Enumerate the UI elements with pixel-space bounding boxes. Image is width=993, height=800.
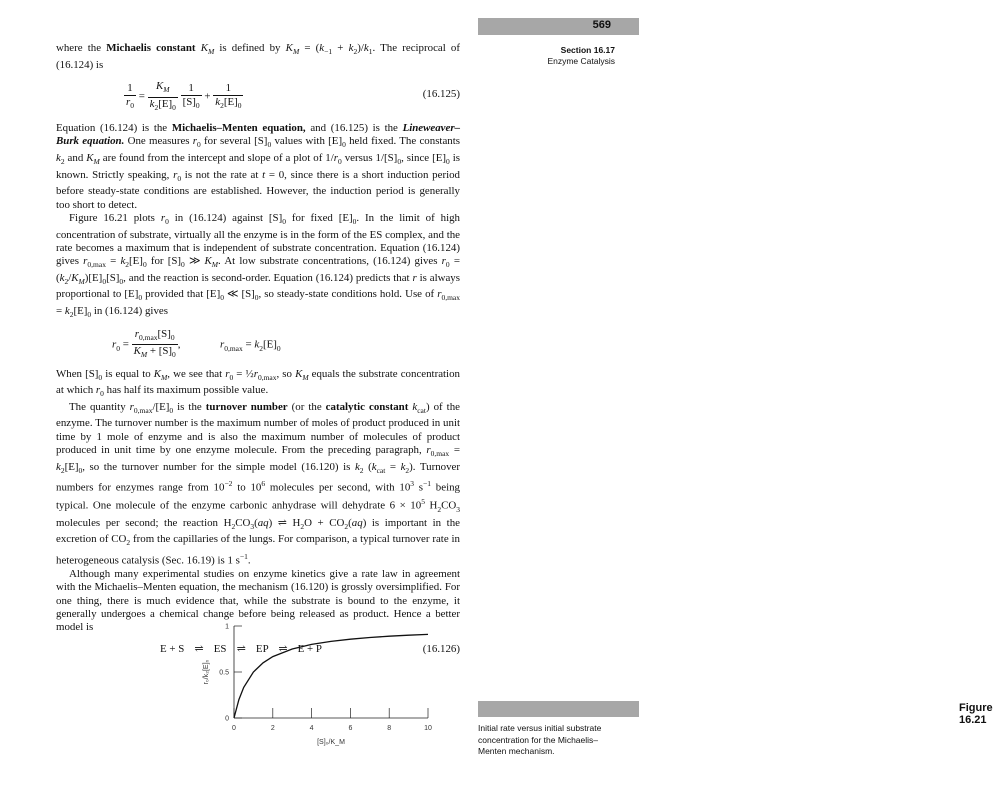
michaelis-menten-chart (196, 614, 440, 750)
y-tick-label: 1 (225, 623, 229, 631)
equation-rmax: $r_0$ = $\frac{r_{0,max}[S]_0}{K_M + [S]_0}$ , $r_{0,max} = k_2[E]_0$ (112, 327, 281, 360)
x-axis-label: [S]₀/K_M (317, 739, 345, 746)
x-tick-label: 2 (270, 725, 275, 732)
paragraph: where the Michaelis constant $K_M$ is defined by $K_M = (k_{-1} + k_2)/k_1$. The reciprocal of (16.124) is (56, 42, 461, 71)
page-header-bar (478, 18, 639, 35)
equation-16-126: E + S ⇌ ES ⇌ EP ⇌ E + P (16.126) (160, 642, 460, 655)
y-tick-label: 0.5 (219, 669, 229, 677)
figure-caption: Initial rate versus initial substrate concentration for the Michaelis–Menten mechanism. (478, 723, 602, 756)
figure-label: Figure 16.21 (959, 702, 993, 726)
running-head (478, 45, 615, 67)
x-tick-label: 8 (387, 725, 392, 732)
y-axis-label: r₀/k₂[E]₀ (203, 659, 210, 685)
paragraph: Figure 16.21 plots $r_0$ in (16.124) against $[S]_0$ for fixed $[E]_0$. In the limit of high concentration of substrate, virtually all the enzyme is in the form of the ES complex, and the rate becomes a maximum that is independent of substrate concentration. Equation (16.124) gives $r_{0,max} = k_2[E]_0$ for $[S]_0$ ≫ $K_M$. At low substrate concentrations, (16.124) gives $r_0 = (k_2/K_M)[E]_0[S]_0$, and the reaction is second-order. Equation (16.124) predicts that r is always proportional to $[E]_0$ provided that $[E]_0$ ≪ $[S]_0$, so steady-state conditions hold. Use of $r_{0,max} = k_2[E]_0$ in (16.124) gives (56, 211, 460, 320)
running-head-title: Enzyme Catalysis (547, 56, 615, 66)
paragraph: Although many experimental studies on enzyme kinetics give a rate law in agreement with the Michaelis–Menten equation, the mechanism (16.120) is grossly oversimplified. For one thing, there is much evidence that, while the substrate is bound to the enzyme, it generally undergoes a chemical change before being released as product. Hence a better model is (56, 567, 460, 634)
paragraph: When $[S]_0$ is equal to $K_M$, we see that $r_0$ = $\frac{1}{2}r_{0,max}$, so $K_M$ equals the substrate concentration at which $r_0$ has half its maximum possible value. (56, 367, 460, 399)
y-tick-label: 0 (225, 715, 229, 723)
equation-number: (16.126) (422, 642, 460, 655)
figure-label-bar (478, 701, 993, 726)
x-tick-label: 6 (348, 725, 353, 732)
equation-16-125: $\frac{1}{r_0}$ = $\frac{K_M}{k_2[E]_0}$ $\frac{1}{[S]_0}$ + $\frac{1}{k_2[E]_0}$ (16.125) (126, 79, 460, 112)
page-number: 569 (592, 19, 611, 31)
series-line-michaelis-menten (234, 634, 428, 718)
x-tick-label: 4 (309, 725, 314, 732)
running-head-section: Section 16.17 (560, 45, 615, 55)
x-tick-label: 0 (232, 725, 236, 732)
paragraph: Equation (16.124) is the Michaelis–Menten equation, and (16.125) is the Lineweaver–Burk equation. One measures $r_0$ for several $[S]_0$ values with $[E]_0$ held fixed. The constants $k_2$ and $K_M$ are found from the intercept and slope of a plot of $1/r_0$ versus $1/[S]_0$, since $[E]_0$ is known. Strictly speaking, $r_0$ is not the rate at t = 0, since there is a short induction period before steady-state conditions are established. However, the induction period is generally too short to detect. (56, 121, 461, 211)
equation-number: (16.125) (422, 87, 460, 100)
main-text (56, 42, 460, 659)
x-tick-label: 10 (424, 725, 432, 732)
paragraph: The quantity $r_{0,max}/[E]_0$ is the turnover number (or the catalytic constant $k_{cat}$) of the enzyme. The turnover number is the maximum number of moles of product produced in unit time by 1 mole of enzyme and is also the maximum number of molecules of product produced in unit time by one enzyme molecule. From the preceding paragraph, $r_{0,max} = k_2[E]_0$, so the turnover number for the simple model (16.120) is $k_2$ $(k_{cat} = k_2)$. Turnover numbers for enzymes range from $10^{-2}$ to $10^6$ molecules per second, with $10^3$ $s^{-1}$ being typical. One molecule of the enzyme carbonic anhydrase will dehydrate $6 \times 10^5$ $H_2CO_3$ molecules per second; the reaction $H_2CO_3(aq)$ ⇌ $H_2O + CO_2(aq)$ is important in the excretion of $CO_2$ from the capillaries of the lungs. For comparison, a typical turnover rate in heterogeneous catalysis (Sec. 16.19) is 1 $s^{-1}$. (56, 400, 461, 567)
